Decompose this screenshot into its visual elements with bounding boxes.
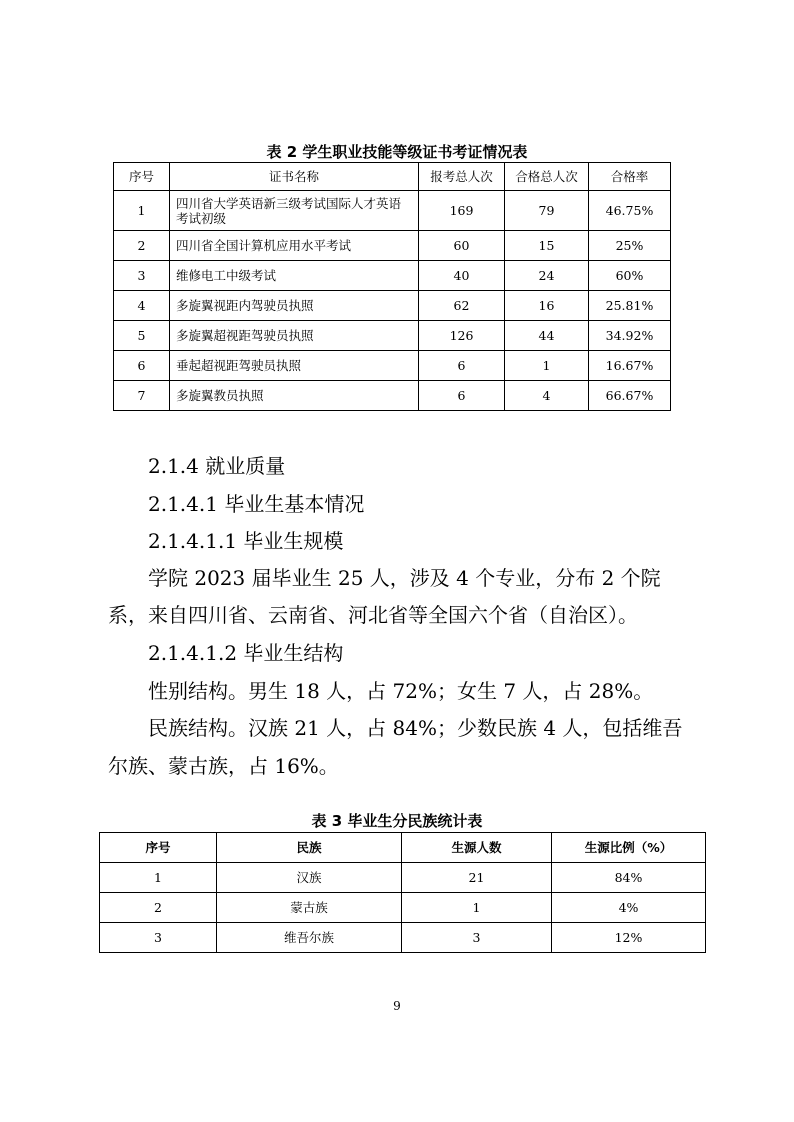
cell-taken: 40 [419,261,505,291]
paragraph-scale-line1: 学院 2023 届毕业生 25 人，涉及 4 个专业，分布 2 个院 [148,566,661,590]
cell-passed: 16 [505,291,589,321]
cell-taken: 62 [419,291,505,321]
table2-caption: 表 2 学生职业技能等级证书考证情况表 [266,143,528,161]
table-row [114,231,671,261]
header-ratio: 生源比例（%） [552,833,706,863]
cell-ratio: 4% [552,893,706,923]
section-heading-graduate-structure: 2.1.4.1.2 毕业生结构 [148,641,344,665]
cell-taken: 126 [419,321,505,351]
cell-no: 7 [114,381,170,411]
cell-name: 垂起超视距驾驶员执照 [170,351,419,381]
cell-no: 3 [100,923,217,953]
table-header-row [100,833,706,863]
cell-no: 2 [114,231,170,261]
paragraph-gender-structure: 性别结构。男生 18 人，占 72%；女生 7 人，占 28%。 [148,679,654,703]
cell-rate: 46.75% [589,191,671,231]
cell-no: 1 [100,863,217,893]
section-heading-employment-quality: 2.1.4 就业质量 [148,454,286,478]
cell-name: 多旋翼超视距驾驶员执照 [170,321,419,351]
table-row [114,191,671,231]
header-passed: 合格总人次 [505,163,589,191]
cell-ethnicity: 维吾尔族 [217,923,402,953]
cell-taken: 60 [419,231,505,261]
section-heading-graduate-scale: 2.1.4.1.1 毕业生规模 [148,529,344,553]
cell-no: 6 [114,351,170,381]
cell-name: 多旋翼视距内驾驶员执照 [170,291,419,321]
cell-no: 1 [114,191,170,231]
cell-passed: 44 [505,321,589,351]
cell-passed: 15 [505,231,589,261]
header-count: 生源人数 [402,833,552,863]
header-rate: 合格率 [589,163,671,191]
table-row [100,923,706,953]
cell-count: 1 [402,893,552,923]
header-no: 序号 [100,833,217,863]
header-cert-name: 证书名称 [170,163,419,191]
page-number: 9 [393,999,401,1013]
table-header-row [114,163,671,191]
cell-rate: 34.92% [589,321,671,351]
cell-passed: 79 [505,191,589,231]
table-row [114,291,671,321]
paragraph-ethnic-line2: 尔族、蒙古族，占 16%。 [108,754,339,778]
cell-ethnicity: 汉族 [217,863,402,893]
paragraph-ethnic-line1: 民族结构。汉族 21 人，占 84%；少数民族 4 人，包括维吾 [148,716,683,740]
cell-rate: 16.67% [589,351,671,381]
table3-caption: 表 3 毕业生分民族统计表 [311,812,483,830]
header-ethnicity: 民族 [217,833,402,863]
ethnicity-table [99,832,706,953]
cell-ratio: 12% [552,923,706,953]
cell-passed: 24 [505,261,589,291]
header-taken: 报考总人次 [419,163,505,191]
cell-name: 多旋翼教员执照 [170,381,419,411]
section-heading-graduate-basics: 2.1.4.1 毕业生基本情况 [148,492,365,516]
cell-ethnicity: 蒙古族 [217,893,402,923]
cell-rate: 60% [589,261,671,291]
table-row [114,261,671,291]
table-row [114,351,671,381]
cell-name: 四川省全国计算机应用水平考试 [170,231,419,261]
cell-no: 5 [114,321,170,351]
cell-name: 四川省大学英语新三级考试国际人才英语考试初级 [170,191,419,231]
table-row [100,863,706,893]
table-row [100,893,706,923]
header-no: 序号 [114,163,170,191]
cell-taken: 169 [419,191,505,231]
cell-ratio: 84% [552,863,706,893]
certificate-table [113,162,671,411]
cell-name: 维修电工中级考试 [170,261,419,291]
cell-rate: 25.81% [589,291,671,321]
cell-count: 21 [402,863,552,893]
cell-no: 2 [100,893,217,923]
cell-taken: 6 [419,381,505,411]
table-row [114,321,671,351]
cell-passed: 4 [505,381,589,411]
cell-passed: 1 [505,351,589,381]
cell-count: 3 [402,923,552,953]
cell-no: 3 [114,261,170,291]
paragraph-scale-line2: 系，来自四川省、云南省、河北省等全国六个省（自治区）。 [108,603,638,627]
cell-rate: 66.67% [589,381,671,411]
table-row [114,381,671,411]
cell-rate: 25% [589,231,671,261]
cell-no: 4 [114,291,170,321]
cell-taken: 6 [419,351,505,381]
